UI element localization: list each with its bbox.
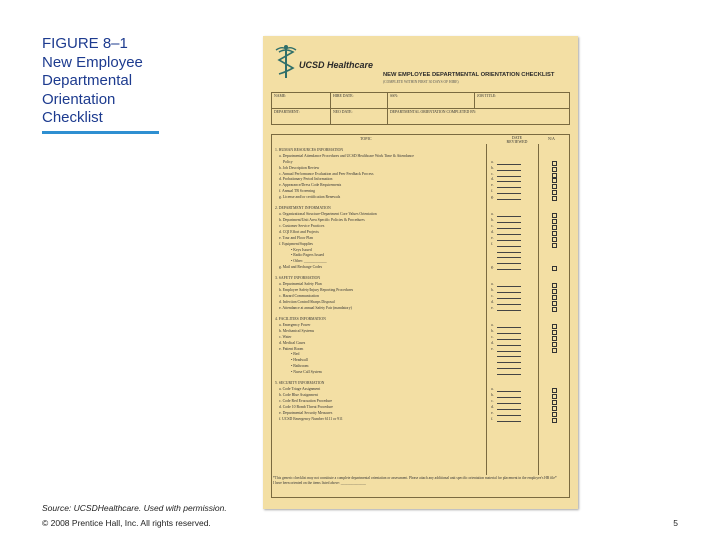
date-blank-line	[497, 222, 521, 223]
document-subtitle: (COMPLETE WITHIN FIRST 30 DAYS OF HIRE)	[383, 80, 459, 84]
date-blank-line	[497, 397, 521, 398]
date-blank-line	[497, 246, 521, 247]
date-letter: b.	[491, 165, 494, 170]
date-letter: a.	[491, 212, 494, 217]
checklist-item-text: a. Code Triage Assignment	[279, 387, 321, 392]
date-blank-line	[497, 421, 521, 422]
checklist-item-text: e. Patient Room	[279, 346, 304, 351]
checklist-item-text: c. Customer Service Practices	[279, 223, 325, 228]
date-letter: d.	[491, 229, 494, 234]
checklist-item-text: • Nurse Call System	[291, 370, 322, 375]
section-heading-text: 4. FACILITIES INFORMATION	[275, 317, 326, 322]
date-blank-line	[497, 304, 521, 305]
date-blank-line	[497, 351, 521, 352]
checklist-item-text: • Radio Pagers Issued	[291, 253, 325, 258]
section-heading-text: 3. SAFETY INFORMATION	[275, 276, 321, 281]
checklist-item-text: e. Departmental Security Measures	[279, 410, 333, 415]
figure-title-line: Checklist	[42, 109, 103, 126]
checklist-item-text: a. Organizational Structure-Department Core Values Orientation	[279, 212, 377, 217]
date-letter: d.	[491, 299, 494, 304]
date-blank-line	[497, 240, 521, 241]
figure-title-line: Departmental	[42, 72, 133, 89]
date-blank-line	[497, 181, 521, 182]
date-blank-line	[497, 234, 521, 235]
date-letter: f.	[491, 189, 494, 194]
figure-title-line: FIGURE 8–1	[42, 35, 128, 52]
checklist-item-text: b. Department/Unit Area Specific Policies & Procedures	[279, 218, 365, 223]
date-reviewed-column-header: DATE REVIEWED	[506, 135, 528, 145]
title-underline	[42, 131, 159, 134]
figure-title	[42, 35, 212, 128]
job-title-field-label: JOB TITLE:	[475, 93, 570, 109]
date-blank-line	[497, 403, 521, 404]
date-blank-line	[497, 176, 521, 177]
date-letter: a.	[491, 387, 494, 392]
checklist-item-text: • Headwall	[291, 358, 308, 363]
checklist-item-text: • Keys Issued	[291, 247, 312, 252]
date-letter: e.	[491, 183, 494, 188]
header-fields-table	[271, 92, 570, 125]
date-letter: d.	[491, 340, 494, 345]
checklist-item-text: d. Probationary Period Information	[279, 177, 333, 182]
date-letter: c.	[491, 223, 494, 228]
copyright-note: © 2008 Prentice Hall, Inc. All rights reserved.	[42, 518, 211, 528]
completed-by-field-label: DEPARTMENTAL ORIENTATION COMPLETED BY:	[388, 109, 570, 125]
checklist-item-text: c. Water	[279, 334, 292, 339]
signature-line: I have been oriented on the items listed above: ______________	[273, 481, 366, 486]
checklist-item-text: f. Annual TB Screening	[279, 189, 315, 194]
checklist-item-text: c. Code Red Evacuation Procedure	[279, 398, 333, 403]
date-blank-line	[497, 263, 521, 264]
date-letter: b.	[491, 218, 494, 223]
date-blank-line	[497, 362, 521, 363]
date-blank-line	[497, 187, 521, 188]
checklist-item-text: f. UCSD Emergency Number 6111 or 911	[279, 416, 343, 421]
footnote-area	[271, 475, 570, 498]
checklist-item-text: e. Appearance/Dress Code Requirements	[279, 183, 342, 188]
checklist-item-text: g. License and/or certification Renewals	[279, 195, 341, 200]
checklist-item-text: a. Departmental Safety Plan	[279, 282, 322, 287]
date-letter: a.	[491, 159, 494, 164]
date-blank-line	[497, 257, 521, 258]
date-letter: c.	[491, 294, 494, 299]
date-blank-line	[497, 228, 521, 229]
date-blank-line	[497, 310, 521, 311]
checklist-item-text: d. CQI Effort and Projects	[279, 229, 319, 234]
date-letter: d.	[491, 404, 494, 409]
checklist-item-text: e. Attendance at annual Safety Fair (mandatory)	[279, 305, 352, 310]
checklist-item-text: c. Annual Performance Evaluation and Peer Feedback Process	[279, 171, 374, 176]
date-letter: d.	[491, 177, 494, 182]
date-blank-line	[497, 333, 521, 334]
na-column-header: N/A	[548, 136, 555, 141]
section-heading-text: 2. DEPARTMENT INFORMATION	[275, 206, 331, 211]
checklist-item-text: d. Code 10 Bomb Threat Procedure	[279, 404, 333, 409]
date-letter: f.	[491, 416, 494, 421]
checklist-item-text: f. Equipment/Supplies	[279, 241, 313, 246]
date-blank-line	[497, 339, 521, 340]
section-heading-text: 1. HUMAN RESOURCES INFORMATION	[275, 148, 344, 152]
date-letter: e.	[491, 346, 494, 351]
date-letter: e.	[491, 305, 494, 310]
date-blank-line	[497, 356, 521, 357]
date-blank-line	[497, 345, 521, 346]
section-spacer	[275, 422, 565, 427]
hire-date-field-label: HIRE DATE:	[331, 93, 388, 109]
checklist-item-text: b. Job Description Review	[279, 165, 320, 170]
date-blank-line	[497, 164, 521, 165]
date-letter: b.	[491, 288, 494, 293]
figure-title-line: New Employee	[42, 53, 143, 71]
date-letter: c.	[491, 171, 494, 176]
date-letter: g.	[491, 195, 494, 200]
checklist-item-text: g. Mail and Recharge Codes	[279, 265, 323, 270]
footnote-text: *This generic checklist may not constitute a complete departmental orientation or assessment. Please attach any additional unit specific orientation material for placement in the employee's HR file*	[273, 476, 557, 480]
date-letter: f.	[491, 241, 494, 246]
neo-date-field-label: NEO DATE:	[331, 109, 388, 125]
checklist-item-text: b. Code Blue Assignment	[279, 393, 318, 398]
checklist-item-text: b. Mechanical Systems	[279, 328, 315, 333]
figure-title-line: Orientation	[42, 90, 116, 108]
date-letter: a.	[491, 322, 494, 327]
brand-name: UCSD Healthcare	[299, 60, 374, 70]
ssn-field-label: SSN:	[388, 93, 475, 109]
date-blank-line	[497, 327, 521, 328]
section-heading-text: 5. SECURITY INFORMATION	[275, 381, 325, 386]
date-letter: a.	[491, 282, 494, 287]
date-letter: c.	[491, 398, 494, 403]
checklist-item-text: d. Infection Control/Sharps Disposal	[279, 299, 335, 304]
document-title: NEW EMPLOYEE DEPARTMENTAL ORIENTATION CHECKLIST	[383, 72, 555, 78]
date-letter: c.	[491, 334, 494, 339]
name-field-label: NAME:	[272, 93, 331, 109]
checklist-document	[263, 36, 578, 509]
date-blank-line	[497, 391, 521, 392]
checklist-item-text: Policy	[283, 159, 293, 164]
checklist-item-text: • Bathroom	[291, 364, 309, 369]
date-blank-line	[497, 415, 521, 416]
department-field-label: DEPARTMENT:	[272, 109, 331, 125]
checklist-item-text: • Other: ____________	[291, 259, 327, 264]
topic-column-header: TOPIC	[360, 136, 372, 141]
page-number: 5	[673, 518, 678, 528]
date-blank-line	[497, 252, 521, 253]
checklist-item-text: d. Medical Gases	[279, 340, 306, 345]
date-letter: e.	[491, 235, 494, 240]
date-blank-line	[497, 409, 521, 410]
date-blank-line	[497, 199, 521, 200]
checklist-item-text: c. Hazard Communication	[279, 294, 319, 299]
date-blank-line	[497, 292, 521, 293]
checklist-item-text: e. Tour and Floor Plan	[279, 235, 313, 240]
date-blank-line	[497, 368, 521, 369]
checklist-item-text: • Bed	[291, 352, 300, 357]
caduceus-logo-icon	[273, 44, 299, 80]
date-letter: b.	[491, 393, 494, 398]
date-letter: e.	[491, 410, 494, 415]
checklist-item-text: b. Employee Safety/Injury Reporting Procedures	[279, 288, 354, 293]
source-note: Source: UCSDHealthcare. Used with permission.	[42, 503, 227, 513]
date-letter: b.	[491, 328, 494, 333]
date-blank-line	[497, 193, 521, 194]
date-blank-line	[497, 216, 521, 217]
date-letter: g.	[491, 265, 494, 270]
checklist-item-text: a. Departmental Attendance Procedures and UCSD Healthcare Work Time & Attendance	[279, 153, 414, 158]
checklist-items	[275, 148, 565, 428]
date-blank-line	[497, 374, 521, 375]
date-blank-line	[497, 298, 521, 299]
checklist-item-text: a. Emergency Power	[279, 322, 311, 327]
date-blank-line	[497, 286, 521, 287]
date-blank-line	[497, 170, 521, 171]
date-blank-line	[497, 269, 521, 270]
